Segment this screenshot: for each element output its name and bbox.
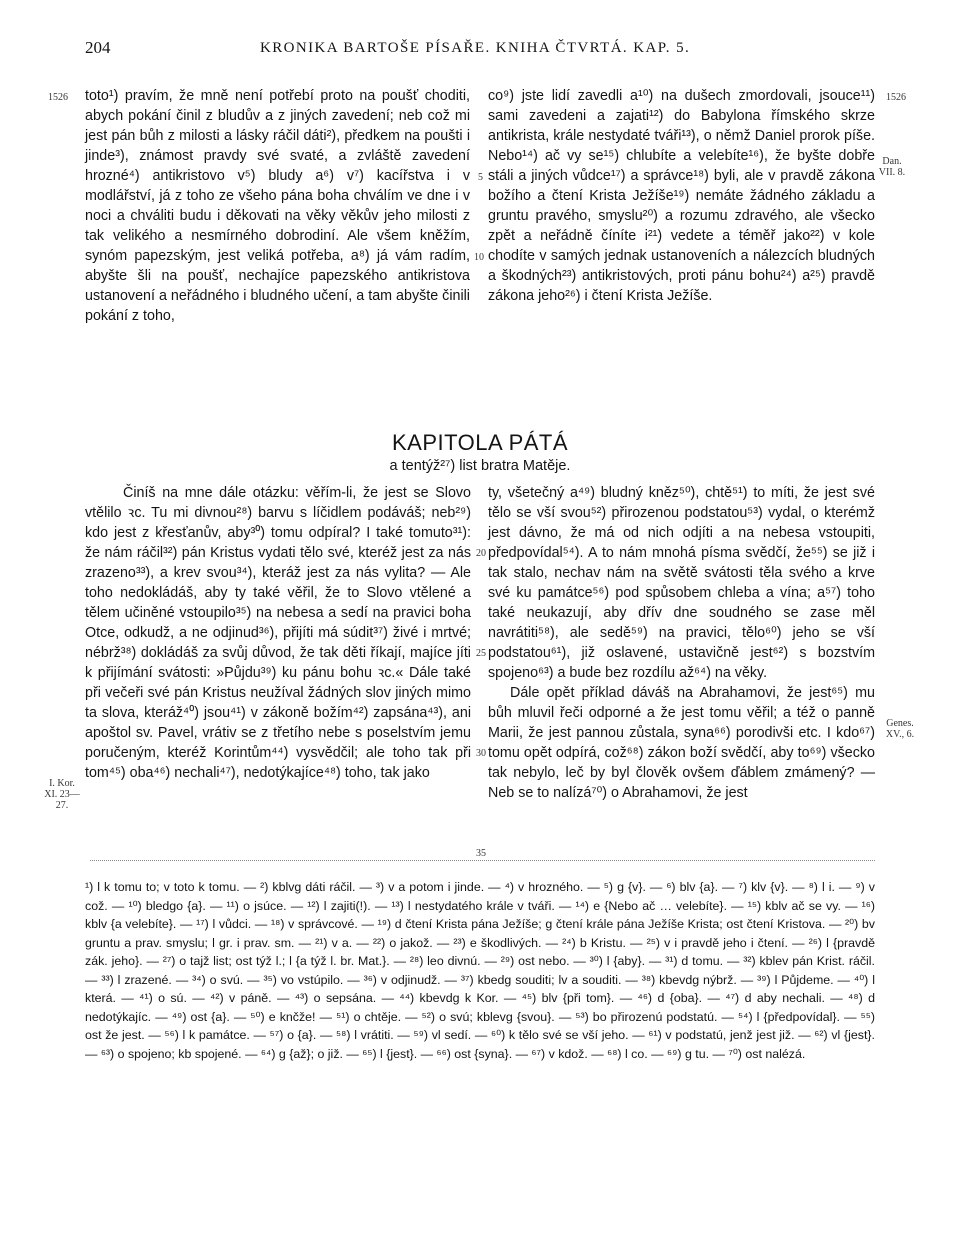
top-right-paragraph: co⁹) jste lidí zavedli a¹⁰) na dušech zmordovali, jsouce¹¹) sami zavedeni a zajati¹²) do Babylona římského skrze antikrista, krále nestydaté tváři¹³), o němž Daniel prorok píše. Nebo¹⁴) ač vy se¹⁵) chlubíte a velebíte¹⁶), že byšte dobře stáli a jiných vůdce¹⁷) a správce¹⁸) byli, ale v pravdě zákona božího a čtení Krista Ježíše¹⁹) nemáte žádného základu a gruntu pravého, smyslu²⁰) a rozumu zdravého, ale všecko zpět a neřádně číníte i²¹) vedete a téměř jako²²) v kole chodíte v samých jednak ustanoveních a nálezcích bludných a škodných²³) antikristových, proti pánu bohu²⁴) a²⁵) pravdě zákona jeho²⁶) i čtení Krista Ježíše.: [488, 88, 875, 304]
chapter-title: KAPITOLA PÁTÁ: [391, 430, 569, 455]
top-right-column: [488, 86, 875, 306]
margin-ref-genesis: Genes. XV., 6.: [885, 718, 915, 740]
bottom-right-paragraph-1: ty, všetečný a⁴⁹) bludný kněz⁵⁰), chtě⁵¹) to míti, že jest své tělo se vší svou⁵²) přirozenou podstatou⁵³) vydal, o kterémž jest dávno, že má od nich odjíti a na nebesa vstoupiti, předpovídal⁵⁴). A to nám mnohá písma svědčí, že⁵⁵) se již i tak stalo, nechav nám na světě svátosti těla svého a krve své ku památce⁵⁶) pod spůsobem chleba a vína; a⁵⁷) toho také neukazují, aby dřív dne soudného se zase měl navrátiti⁵⁸), ale sedě⁵⁹) na pravici, tělo⁶⁰) jeho se vší podstatou⁶¹), již oslavené, ustavičně jest⁶²) s bozstvím spojeno⁶³) a bude bez rozdílu až⁶⁴) na věky.: [488, 485, 875, 681]
line-number-10: 10: [474, 252, 484, 263]
page-number: 204: [85, 38, 111, 57]
margin-year-right: 1526: [886, 92, 906, 103]
line-number-5: 5: [478, 172, 483, 183]
bottom-left-column: [85, 483, 471, 783]
chapter-subtitle: a tentýž²⁷) list bratra Matěje.: [389, 458, 571, 474]
footnotes: ¹) l k tomu to; v toto k tomu. — ²) kblvg dáti ráčil. — ³) v a potom i jinde. — ⁴) v hrozného. — ⁵) g {v}. — ⁶) blv {a}. — ⁷) klv {v}. — ⁸) l i. — ⁹) v což. — ¹⁰) bledgo {a}. — ¹¹) o jsúce. — ¹²) l zajiti(!). — ¹³) l nestydatého krále v tváři. — ¹⁴) e {Nebo ač … velebíte}. — ¹⁵) kblv ač se vy. — ¹⁶) kblv {a velebíte}. — ¹⁷) l vůdci. — ¹⁸) v správcové. — ¹⁹) d čtení Krista pána Ježíše; g čtení krále pána Ježíše Krista; ost čtení Kristova. — ²⁰) bv gruntu a prav. smyslu; l gr. i prav. sm. — ²¹) v a. — ²²) o jakož. — ²³) e škodlivých. — ²⁴) b Kristu. — ²⁵) v i pravdě jeho i čtení. — ²⁶) l {pravdě zák. jeho}. — ²⁷) o tajž list; ost týž l.; l {a týž l. br. Mat.}. — ²⁸) leo divnú. — ²⁹) ost nebo. — ³⁰) l {aby}. — ³¹) d tomu. — ³²) kblev pán Krist. ráčil. — ³³) l zrazené. — ³⁴) o svú. — ³⁵) vo vstúpilo. — ³⁶) v odjinudž. — ³⁷) kbedg souditi; lv a souditi. — ³⁸) kbevdg nýbrž. — ³⁹) l Půjdeme. — ⁴⁰) l která. — ⁴¹) o sú. — ⁴²) v páně. — ⁴³) o sepsána. — ⁴⁴) kbevdg k Kor. — ⁴⁵) blv {při tom}. — ⁴⁶) d {oba}. — ⁴⁷) d aby nechali. — ⁴⁸) d nedotýkajíc. — ⁴⁹) ost {a}. — ⁵⁰) e knčže! — ⁵¹) o chtěje. — ⁵²) o svú; kblevg {svou}. — ⁵³) bo přirozenú podstatú. — ⁵⁴) l {předpovídal}. — ⁵⁵) ost že jest. — ⁵⁶) l k památce. — ⁵⁷) o {a}. — ⁵⁸) l vrátiti. — ⁵⁹) vl sedí. — ⁶⁰) k tělo své se vší jeho. — ⁶¹) v podstatú, jenž jest již. — ⁶²) vl {jest}. — ⁶³) o spojeno; kb spojené. — ⁶⁴) g {až}; o již. — ⁶⁵) l {jest}. — ⁶⁶) ost {syna}. — ⁶⁷) v kdož. — ⁶⁸) l co. — ⁶⁹) g tu. — ⁷⁰) ost nalézá.: [85, 880, 875, 1061]
margin-ref-corinthians: I. Kor. XI. 23—27.: [44, 778, 80, 811]
line-number-20: 20: [476, 548, 486, 559]
top-left-paragraph: toto¹) pravím, že mně není potřebí proto na poušť choditi, abych pokání činil z bludův a z jiných zavedení; neb což mi jest pán bůh z milosti a lásky ráčil dáti²), předkem na poušti i jinde³), známost pravdy své svaté, a zvláště zavedení hrozné⁴) antikristovo v⁵) bludy a⁶) v⁷) kacířstva i v modlářství, já z toho ze všeho pána boha chválím ve dne i v noci a chváliti budu i děkovati na věky věkův jeho milosti z tak velikého a nesmírného dobrodiní. Ale všem kněžím, synóm papezským, jest veliká potřeba, a⁸) já vám radím, abyšte šli na poušť, nechajíce papezského antikristova ustanovení a neřádného i bludného učení, a tam abyšte činili pokání z toho,: [85, 88, 470, 324]
running-head: KRONIKA BARTOŠE PÍSAŘE. KNIHA ČTVRTÁ. KAP. 5.: [260, 40, 691, 56]
margin-year-left: 1526: [48, 92, 68, 103]
bottom-right-paragraph-2: Dále opět příklad dáváš na Abrahamovi, že jest⁶⁵) mu bůh mluvil řeči odporné a že jest tomu věřil; a též o panně Marii, že jest pannou zůstala, syna⁶⁶) porodivši etc. I kdo⁶⁷) tomu opět odpírá, což⁶⁸) zákon boží svědčí, aby to⁶⁹) všecko tak nebylo, leč by byl člověk ovšem ďáblem zmámený? — Neb se to nalízá⁷⁰) o Abrahamovi, že jest: [488, 685, 875, 801]
footnote-divider: [90, 860, 875, 861]
bottom-right-column: [488, 483, 875, 803]
top-left-column: [85, 86, 470, 326]
line-number-25: 25: [476, 648, 486, 659]
bottom-left-paragraph: Činíš na mne dále otázku: věřím-li, že jest se Slovo vtělilo ꝛc. Tu mi divnou²⁸) barvu s líčidlem podáváš; neb²⁹) kdo jest z křesťanův, aby³⁰) tomu odpíral? I také tomuto³¹): že nám ráčil³²) pán Kristus vydati tělo své, kteréž jest za nás zrazeno³³), a krev svou³⁴), kteráž jest za nás vylita? — Ale toho nedokládáš, aby ty také věřil, že to Slovo vtělené a tělem učiněné vstoupilo³⁵) na nebesa a sedí na pravici boha Otce, odkudž, a ne odjinud³⁶), přijíti má súdit³⁷) živé i mrtvé; nébrž³⁸) dokládáš za svůj důvod, že tak děti říkají, majíce jíti k přijímání svátosti: »Půjdu³⁹) ku pánu bohu ꝛc.« Dále také při večeři své pán Kristus neužíval žádných slov jiných mimo ta slova, kteráž⁴⁰) jsou⁴¹) v zákoně božím⁴²) zapsána⁴³), ani apoštol sv. Pavel, vrátiv se z třetího nebe s poselstvím jemu poručeným, kteréž Korintům⁴⁴) vysvědčil; ale toho tak při tom⁴⁵) oba⁴⁶) nechali⁴⁷), nedotýkajíce⁴⁸) toho, tak jako: [85, 485, 471, 781]
line-number-30: 30: [476, 748, 486, 759]
line-number-35: 35: [476, 848, 486, 859]
margin-ref-daniel: Dan. VII. 8.: [878, 156, 906, 178]
